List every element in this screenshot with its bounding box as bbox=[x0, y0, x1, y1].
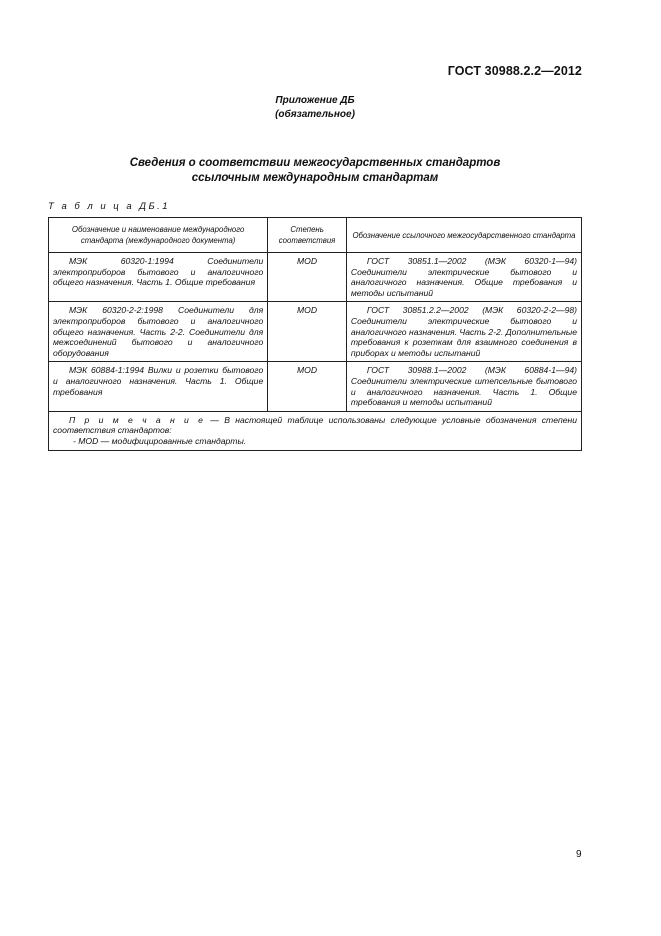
table-row bbox=[49, 253, 582, 302]
document-code: ГОСТ 30988.2.2—2012 bbox=[447, 64, 582, 78]
appendix-block bbox=[0, 94, 630, 122]
table-note bbox=[49, 411, 582, 450]
table-caption: Т а б л и ц а ДБ.1 bbox=[48, 201, 171, 212]
heading-line-2: ссылочным международным стандартам bbox=[191, 172, 439, 184]
note-label: П р и м е ч а н и е bbox=[69, 414, 205, 425]
note-item: - MOD — модифицированные стандарты. bbox=[73, 435, 247, 446]
note-paragraph bbox=[53, 415, 577, 436]
cell-interstate: ГОСТ 30988.1—2002 (МЭК 60884-1—94) Соединители электрические штепсельные бытового и аналогичного назначения. Часть 1. Общие требования и методы испытаний bbox=[346, 362, 581, 411]
cell-degree: MOD bbox=[268, 302, 347, 362]
table-note-row bbox=[49, 411, 582, 450]
cell-international: МЭК 60320-1:1994 Соединители электроприборов бытового и аналогичного общего назначения. Часть 1. Общие требования bbox=[49, 253, 268, 302]
header-international: Обозначение и наименование международного стандарта (международного документа) bbox=[49, 218, 268, 253]
heading-line-1: Сведения о соответствии межгосударственных стандартов bbox=[129, 157, 501, 169]
header-interstate: Обозначение ссылочного межгосударственного стандарта bbox=[346, 218, 581, 253]
page-number: 9 bbox=[576, 849, 582, 860]
header-degree: Степень соответствия bbox=[268, 218, 347, 253]
standards-table bbox=[48, 217, 582, 451]
cell-degree: MOD bbox=[268, 253, 347, 302]
table-header-row bbox=[49, 218, 582, 253]
cell-interstate: ГОСТ 30851.2.2—2002 (МЭК 60320-2-2—98) Соединители электрические бытового и аналогичного назначения. Часть 2-2. Дополнительные требования к розеткам для взаимного соединения в приборах и методы испытаний bbox=[346, 302, 581, 362]
section-heading bbox=[0, 156, 630, 186]
appendix-status: (обязательное) bbox=[275, 109, 355, 120]
cell-degree: MOD bbox=[268, 362, 347, 411]
cell-international: МЭК 60320-2-2:1998 Соединители для электроприборов бытового и аналогичного общего назначения. Часть 2-2. Соединители для межсоединений бытового и аналогичного оборудования bbox=[49, 302, 268, 362]
cell-interstate: ГОСТ 30851.1—2002 (МЭК 60320-1—94) Соединители электрические бытового и аналогичного назначения. Общие требования и методы испытаний bbox=[346, 253, 581, 302]
appendix-title: Приложение ДБ bbox=[275, 95, 355, 106]
cell-international: МЭК 60884-1:1994 Вилки и розетки бытового и аналогичного назначения. Часть 1. Общие требования bbox=[49, 362, 268, 411]
table-row bbox=[49, 362, 582, 411]
table-row bbox=[49, 302, 582, 362]
note-text: — В настоящей таблице использованы следующие условные обозначения степени соответствия стандартов: bbox=[53, 414, 577, 436]
